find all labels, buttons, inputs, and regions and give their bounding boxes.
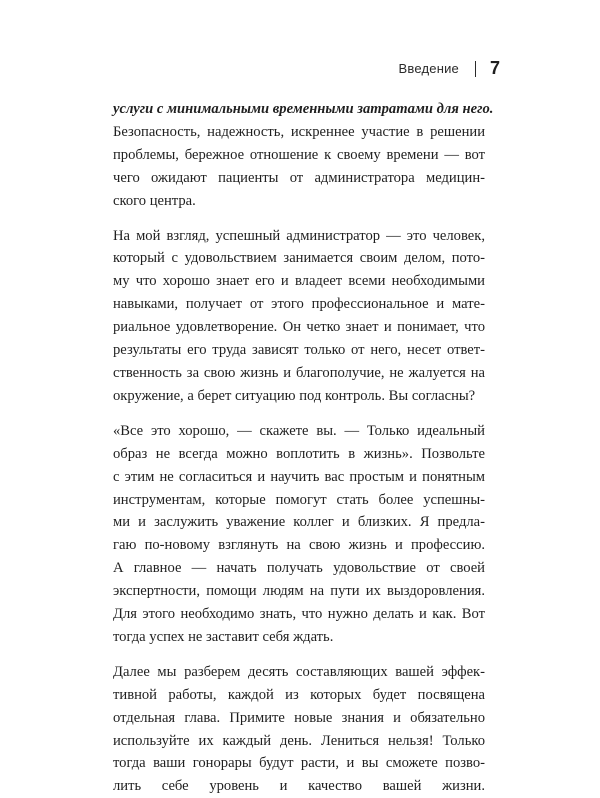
text-line-emphasis: услуги с минимальными временными затратами для него. <box>113 101 494 117</box>
text-fragment: бережное отношение к своему времени — вот <box>184 146 485 163</box>
text-line: Для этого необходимо знать, что нужно делать и как. Вот <box>113 606 485 623</box>
text-line: с этим не согласиться и научить вас простым и понятным <box>113 468 485 485</box>
text-line: А главное — начать получать удовольствие от своей <box>113 560 485 577</box>
section-title: Введение <box>398 61 459 76</box>
text-line: инструментам, которые помогут стать более успешны- <box>113 491 485 508</box>
text-line <box>113 144 485 167</box>
text-line: образ не всегда можно воплотить в жизнь». Позвольте <box>113 445 485 462</box>
text-line: результаты его труда зависят только от него, несет ответ- <box>113 342 485 359</box>
text-line: «Все это хорошо, — скажете вы. — Только идеальный <box>113 422 485 439</box>
text-line: Безопасность, надежность, искреннее участие в решении <box>113 123 485 140</box>
paragraph-4 <box>113 661 485 798</box>
body-text <box>113 98 494 798</box>
text-fragment: проблемы, <box>113 146 179 163</box>
text-line: му что хорошо знает его и владеет всеми необходимыми <box>113 273 485 290</box>
text-line: тогда ваши гонорары будут расти, и вы сможете позво- <box>113 755 485 772</box>
text-line: ственность за свою жизнь и благополучие, не жалуется на <box>113 364 485 381</box>
text-line: риальное удовлетворение. Он четко знает и понимает, что <box>113 319 485 336</box>
text-line: отдельная глава. Примите новые знания и обязательно <box>113 709 485 726</box>
text-line: окружение, а берет ситуацию под контроль. Вы согласны? <box>113 387 476 404</box>
text-line: экспертности, помощи людям на пути их выздоровления. <box>113 583 485 600</box>
text-line: Далее мы разберем десять составляющих вашей эффек- <box>113 663 485 680</box>
text-line: используйте их каждый день. Лениться нельзя! Только <box>113 732 485 749</box>
paragraph-1 <box>113 98 494 213</box>
text-line: лить себе уровень и качество вашей жизни. <box>113 778 485 795</box>
header-divider <box>475 61 476 77</box>
text-line: На мой взгляд, успешный администратор — это человек, <box>113 227 485 244</box>
text-line: тогда успех не заставит себя ждать. <box>113 628 334 645</box>
page-number: 7 <box>489 58 500 78</box>
running-head <box>399 58 500 79</box>
paragraph-3 <box>113 420 485 649</box>
text-line: который с удовольствием занимается своим делом, пото- <box>113 250 485 267</box>
text-line: навыками, получает от этого профессиональное и мате- <box>113 296 485 313</box>
text-line: ми и заслужить уважение коллег и близких. Я предла- <box>113 514 485 531</box>
text-line: ского центра. <box>113 192 196 209</box>
paragraph-2 <box>113 225 485 408</box>
text-line: чего ожидают пациенты от администратора медицин- <box>113 169 485 186</box>
text-line: гаю по-новому взглянуть на свою жизнь и профессию. <box>113 537 485 554</box>
text-line: тивной работы, каждой из которых будет посвящена <box>113 686 485 703</box>
